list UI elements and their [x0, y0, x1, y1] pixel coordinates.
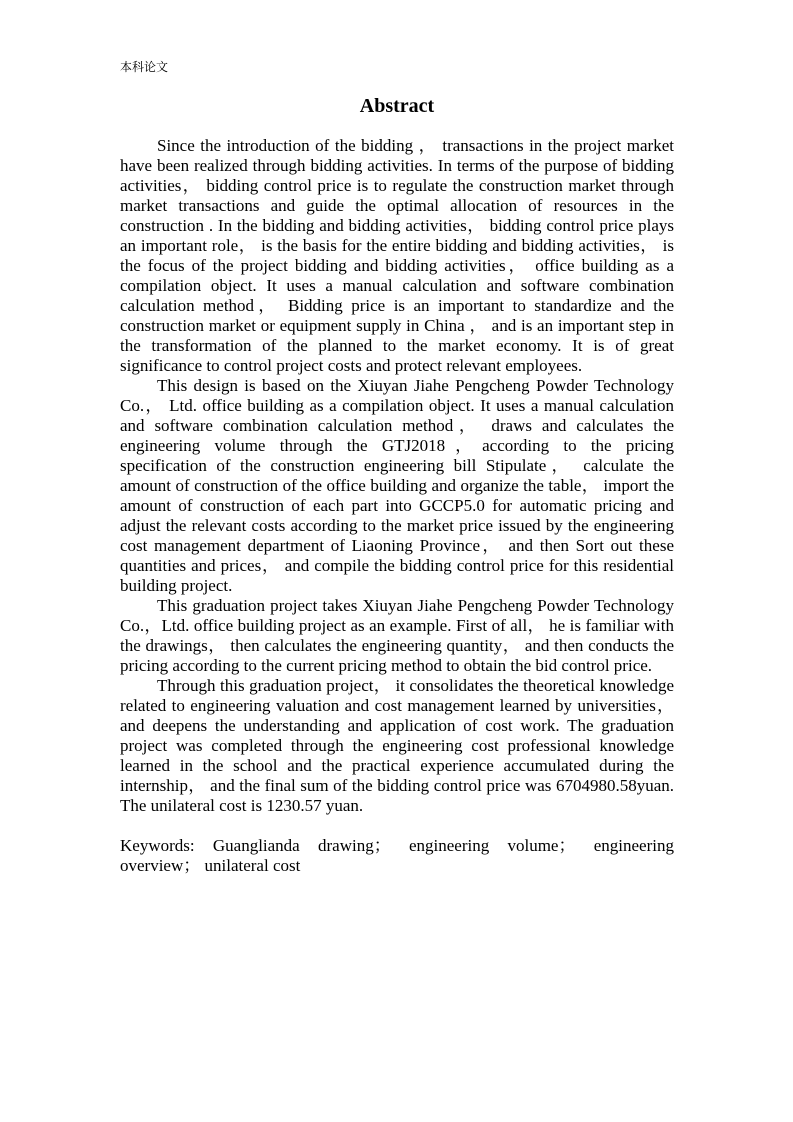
abstract-paragraph-4: Through this graduation project， it consolidates the theoretical knowledge related to engineering valuation and cost management learned by universities， and deepens the understanding and application of cost work. The graduation project was completed through the engineering cost professional knowledge learned in the school and the practical experience accumulated during the internship， and the final sum of the bidding control price was 6704980.58yuan. The unilateral cost is 1230.57 yuan. [120, 676, 674, 815]
abstract-title: Abstract [359, 95, 435, 117]
abstract-paragraph-1: Since the introduction of the bidding ， transactions in the project market have been realized through bidding activities. In terms of the purpose of bidding activities， bidding control price is to regulate the construction market through market transactions and guide the optimal allocation of resources in the construction . In the bidding and bidding activities， bidding control price plays an important role， is the basis for the entire bidding and bidding activities， is the focus of the project bidding and bidding activities， office building as a compilation object. It uses a manual calculation and software combination calculation method， Bidding price is an important to standardize and the construction market or equipment supply in China ， and is an important step in the transformation of the planned to the market economy. It is of great significance to control project costs and protect relevant employees. [120, 136, 674, 375]
abstract-paragraph-2: This design is based on the Xiuyan Jiahe Pengcheng Powder Technology Co.， Ltd. office building as a compilation object. It uses a manual calculation and software combination calculation method， draws and calculates the engineering volume through the GTJ2018，according to the pricing specification of the construction engineering bill Stipulate， calculate the amount of construction of the office building and organize the table， import the amount of construction of each part into GCCP5.0 for automatic pricing and adjust the relevant costs according to the market price issued by the engineering cost management department of Liaoning Province， and then Sort out these quantities and prices， and compile the bidding control price for this residential building project. [120, 376, 674, 595]
keywords-line: Keywords: Guanglianda drawing； engineering volume； engineering overview； unilateral cost [120, 836, 674, 875]
abstract-body [120, 136, 674, 876]
running-header: 本科论文 [120, 60, 169, 74]
abstract-paragraph-3: This graduation project takes Xiuyan Jiahe Pengcheng Powder Technology Co.，Ltd. office building project as an example. First of all， he is familiar with the drawings， then calculates the engineering quantity， and then conducts the pricing according to the current pricing method to obtain the bid control price. [120, 596, 674, 675]
